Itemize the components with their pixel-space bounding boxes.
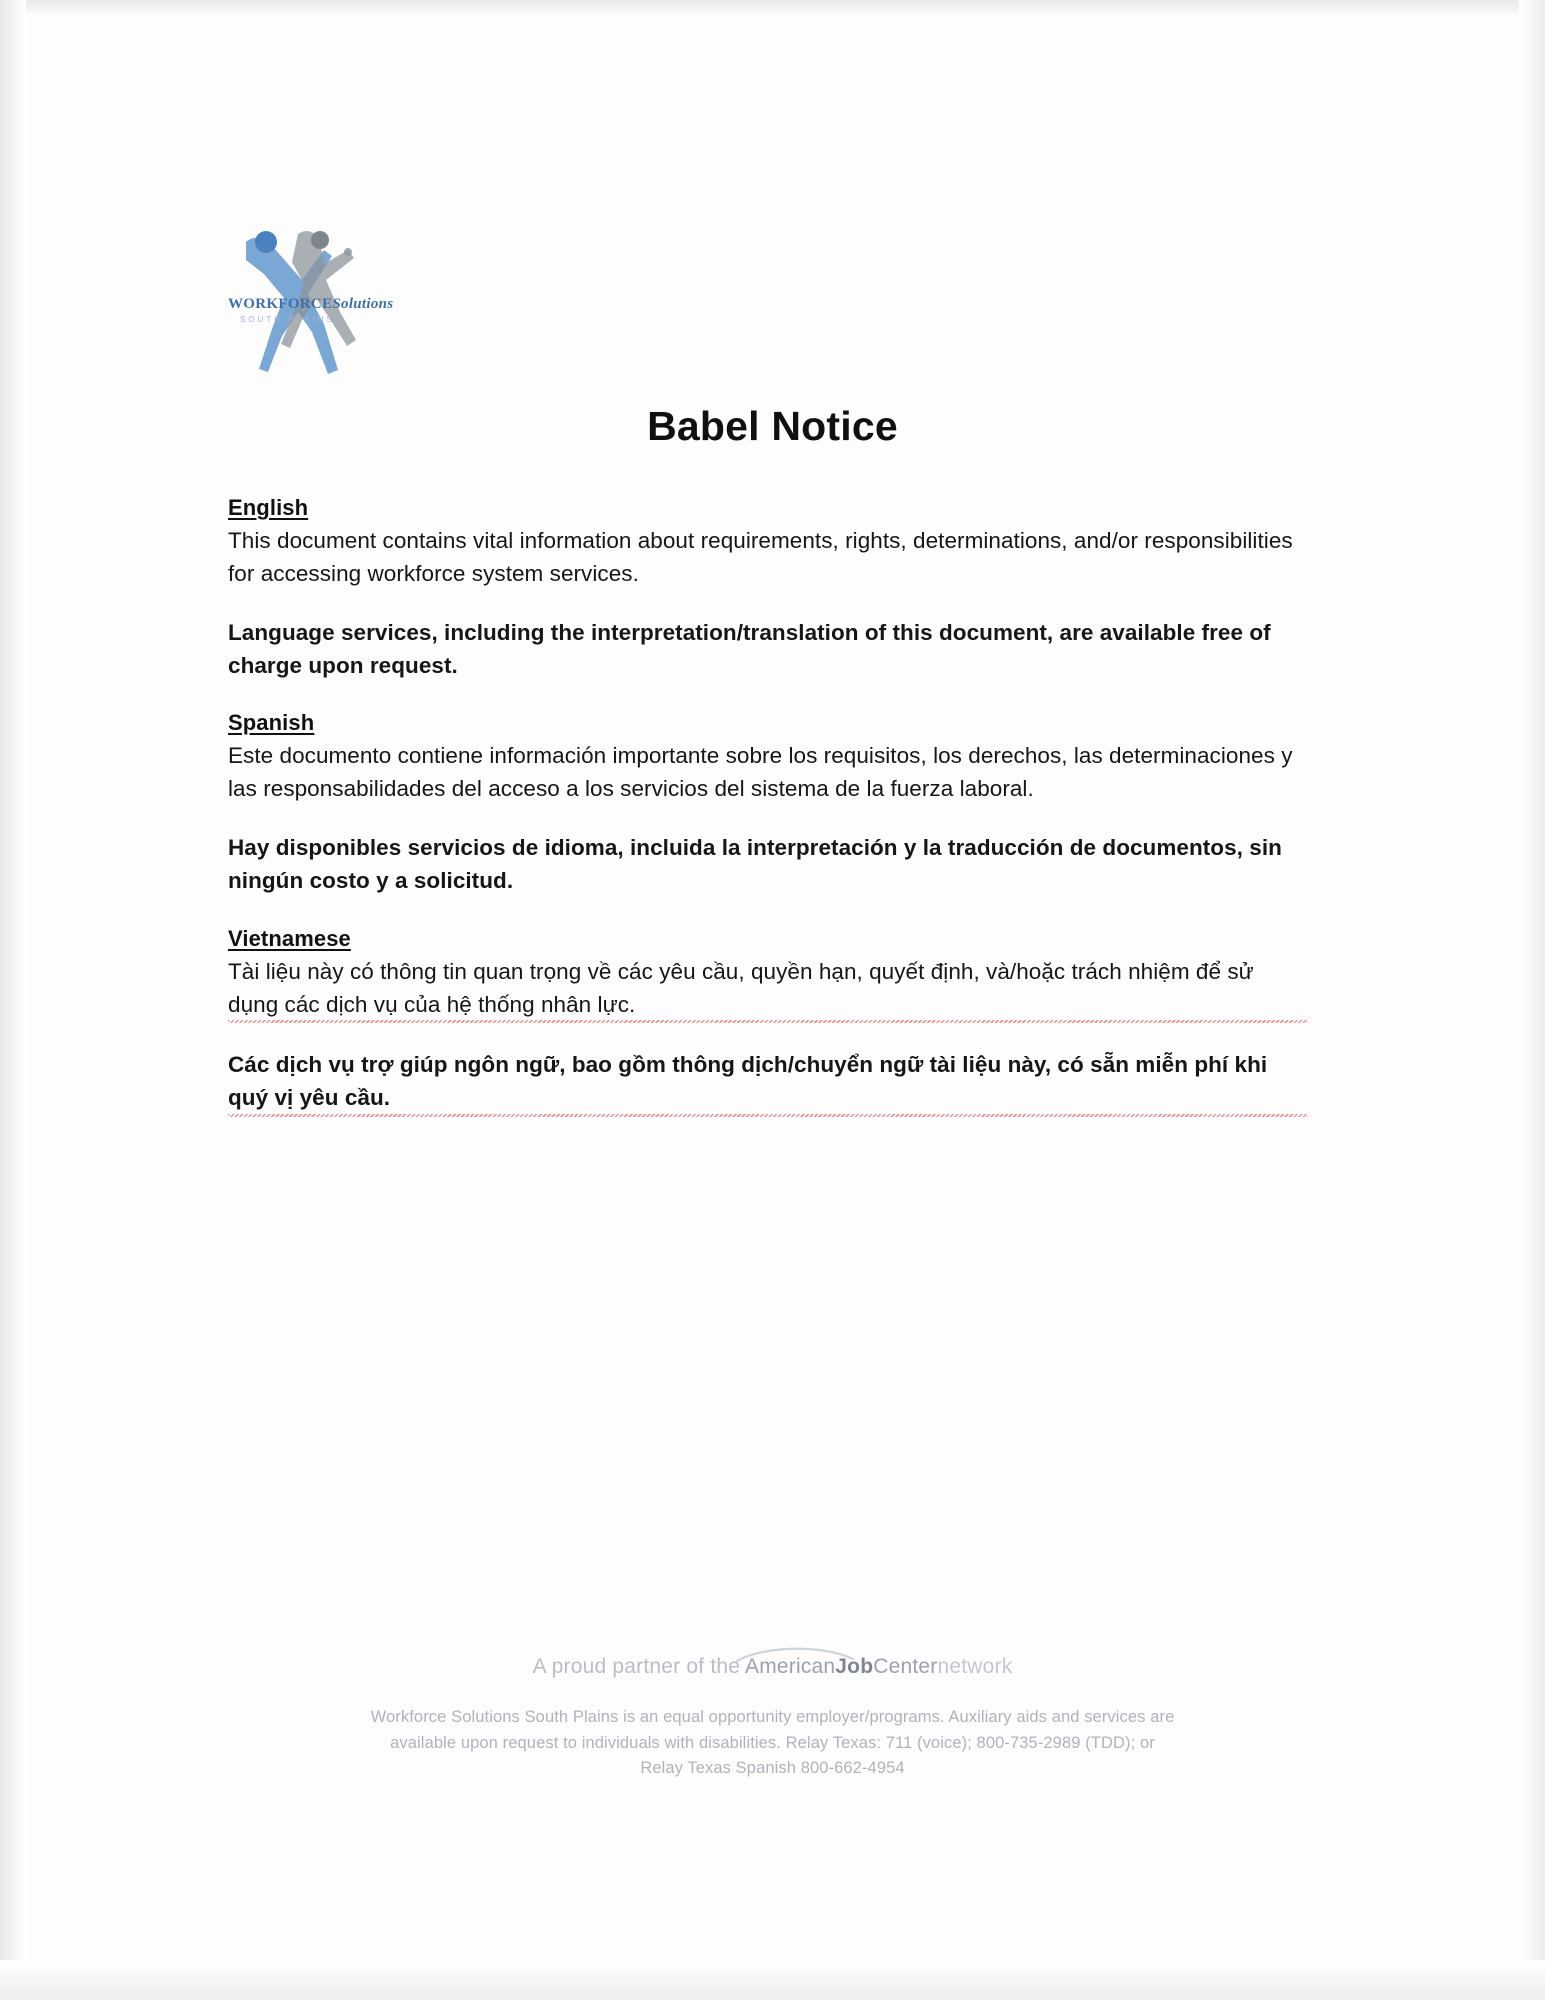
logo-wordmark-sub: SOUTH PLAINS bbox=[240, 315, 335, 324]
footer-legal-line-1: Workforce Solutions South Plains is an equal opportunity employer/programs. Auxiliary aids and services are bbox=[370, 1708, 1175, 1726]
section-heading-vietnamese: Vietnamese bbox=[228, 925, 351, 951]
footer-partner-line bbox=[0, 1655, 1545, 1679]
section-heading-spanish: Spanish bbox=[228, 710, 315, 736]
footer-partner-prefix: A proud partner of the bbox=[532, 1655, 745, 1678]
ajc-center: Center bbox=[873, 1655, 938, 1678]
scan-edge-top bbox=[0, 0, 1545, 18]
logo-wordmark bbox=[228, 296, 418, 313]
section-spanish bbox=[228, 710, 1308, 897]
paragraph-spanish-1: Este documento contiene información importante sobre los requisitos, los derechos, las determinaciones y las responsabilidades del acceso a los servicios del sistema de la fuerza laboral. bbox=[228, 743, 1293, 802]
paragraph-vietnamese-2: Các dịch vụ trợ giúp ngôn ngữ, bao gồm thông dịch/chuyển ngữ tài liệu này, có sẵn miễn phí khi quý vị yêu cầu. bbox=[228, 1049, 1308, 1117]
scan-edge-right bbox=[1519, 0, 1545, 2000]
page-title: Babel Notice bbox=[647, 403, 898, 449]
paragraph-english-1: This document contains vital information about requirements, rights, determinations, and/or responsibilities for accessing workforce system services. bbox=[228, 528, 1293, 586]
document-body bbox=[228, 495, 1308, 1145]
workforce-solutions-logo bbox=[228, 220, 408, 390]
paragraph-spanish-2: Hay disponibles servicios de idioma, incluida la interpretación y la traducción de documentos, sin ningún costo y a solicitud. bbox=[228, 835, 1282, 893]
footer-legal-text bbox=[0, 1705, 1545, 1782]
section-heading-english: English bbox=[228, 495, 309, 520]
scan-edge-bottom bbox=[0, 1960, 1545, 2000]
footer-legal-line-2: available upon request to individuals with disabilities. Relay Texas: 711 (voice); 800-735-2989 (TDD); or bbox=[390, 1733, 1155, 1752]
section-vietnamese bbox=[228, 926, 1308, 1117]
ajc-job: Job bbox=[835, 1655, 874, 1678]
paragraph-vietnamese-1: Tài liệu này có thông tin quan trọng về các yêu cầu, quyền hạn, quyết định, và/hoặc trách nhiệm để sử dụng các dịch vụ của hệ thống nhân lực. bbox=[228, 956, 1308, 1024]
scan-edge-left bbox=[0, 0, 26, 2000]
logo-wordmark-script: Solutions bbox=[332, 296, 394, 312]
logo-wordmark-primary: WORKFORCE bbox=[228, 296, 333, 312]
paragraph-english-2: Language services, including the interpretation/translation of this document, are available free of charge upon request. bbox=[228, 619, 1271, 678]
footer-legal-line-3: Relay Texas Spanish 800-662-4954 bbox=[640, 1759, 905, 1778]
ajc-network: network bbox=[937, 1655, 1013, 1678]
ajc-american: American bbox=[745, 1655, 836, 1678]
section-english bbox=[228, 495, 1308, 682]
